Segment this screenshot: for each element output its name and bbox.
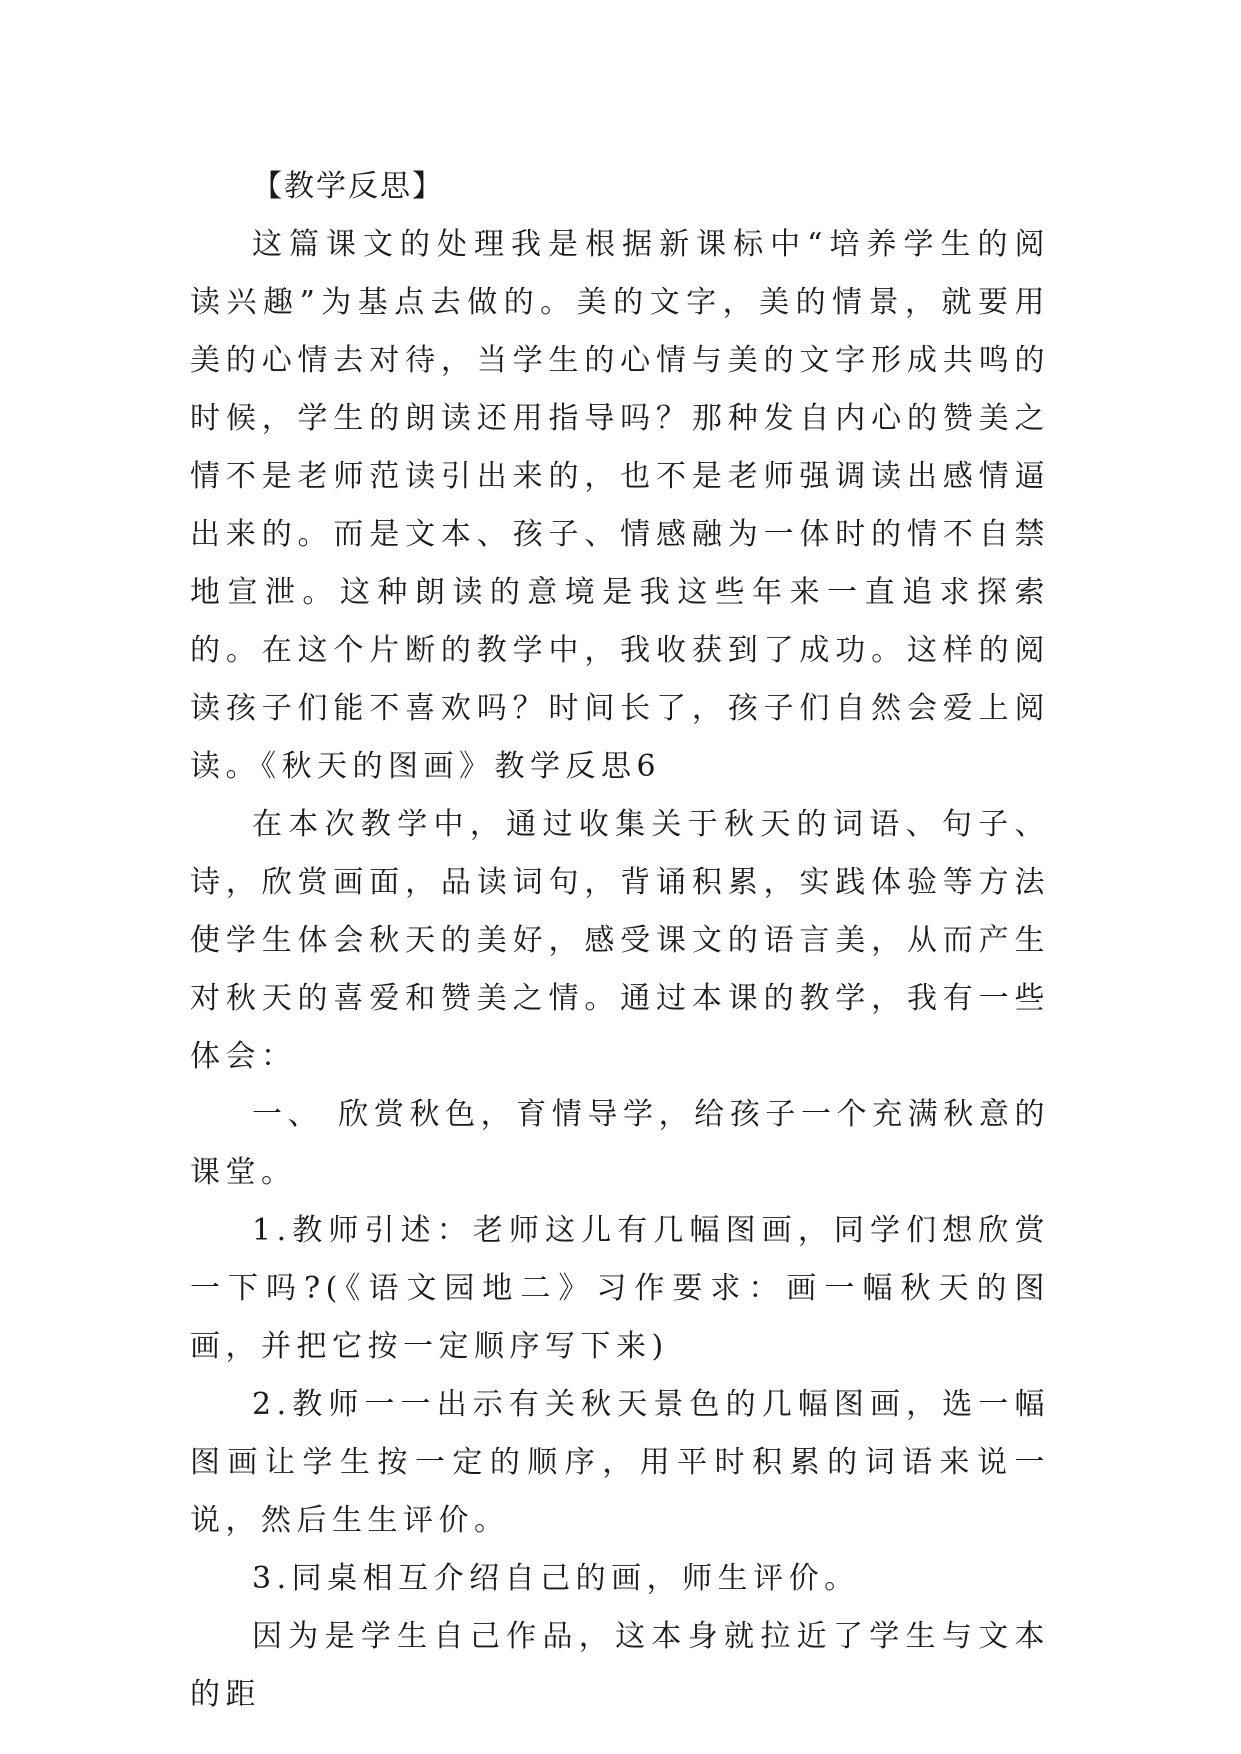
paragraph-intro: 在本次教学中，通过收集关于秋天的词语、句子、诗，欣赏画面，品读词句，背诵积累，实践体验等方法使学生体会秋天的美好，感受课文的语言美，从而产生对秋天的喜爱和赞美之情。通过本课的教学，我有一些体会： <box>190 807 1050 1074</box>
document-body <box>190 158 1050 1724</box>
paragraph-reflection: 这篇课文的处理我是根据新课标中“培养学生的阅读兴趣”为基点去做的。美的文字，美的情景，就要用美的心情去对待，当学生的心情与美的文字形成共鸣的时候，学生的朗读还用指导吗？那种发自内心的赞美之情不是老师范读引出来的，也不是老师强调读出感情逼出来的。而是文本、孩子、情感融为一体时的情不自禁地宣泄。这种朗读的意境是我这些年来一直追求探索的。在这个片断的教学中，我收获到了成功。这样的阅读孩子们能不喜欢吗？时间长了，孩子们自然会爱上阅读。《秋天的图画》教学反思6 <box>190 227 1050 784</box>
paragraph-continuation: 因为是学生自己作品，这本身就拉近了学生与文本的距 <box>190 1619 1050 1712</box>
paragraph-step-3: 3.同桌相互介绍自己的画，师生评价。 <box>252 1561 860 1596</box>
paragraph-point-one: 一、 欣赏秋色，育情导学，给孩子一个充满秋意的课堂。 <box>190 1097 1050 1190</box>
paragraph-step-2: 2.教师一一出示有关秋天景色的几幅图画，选一幅图画让学生按一定的顺序，用平时积累的词语来说一说，然后生生评价。 <box>190 1387 1050 1538</box>
section-heading: 【教学反思】 <box>252 169 444 204</box>
paragraph-step-1: 1.教师引述：老师这儿有几幅图画，同学们想欣赏一下吗?(《语文园地二》习作要求：画一幅秋天的图画，并把它按一定顺序写下来) <box>190 1213 1050 1364</box>
